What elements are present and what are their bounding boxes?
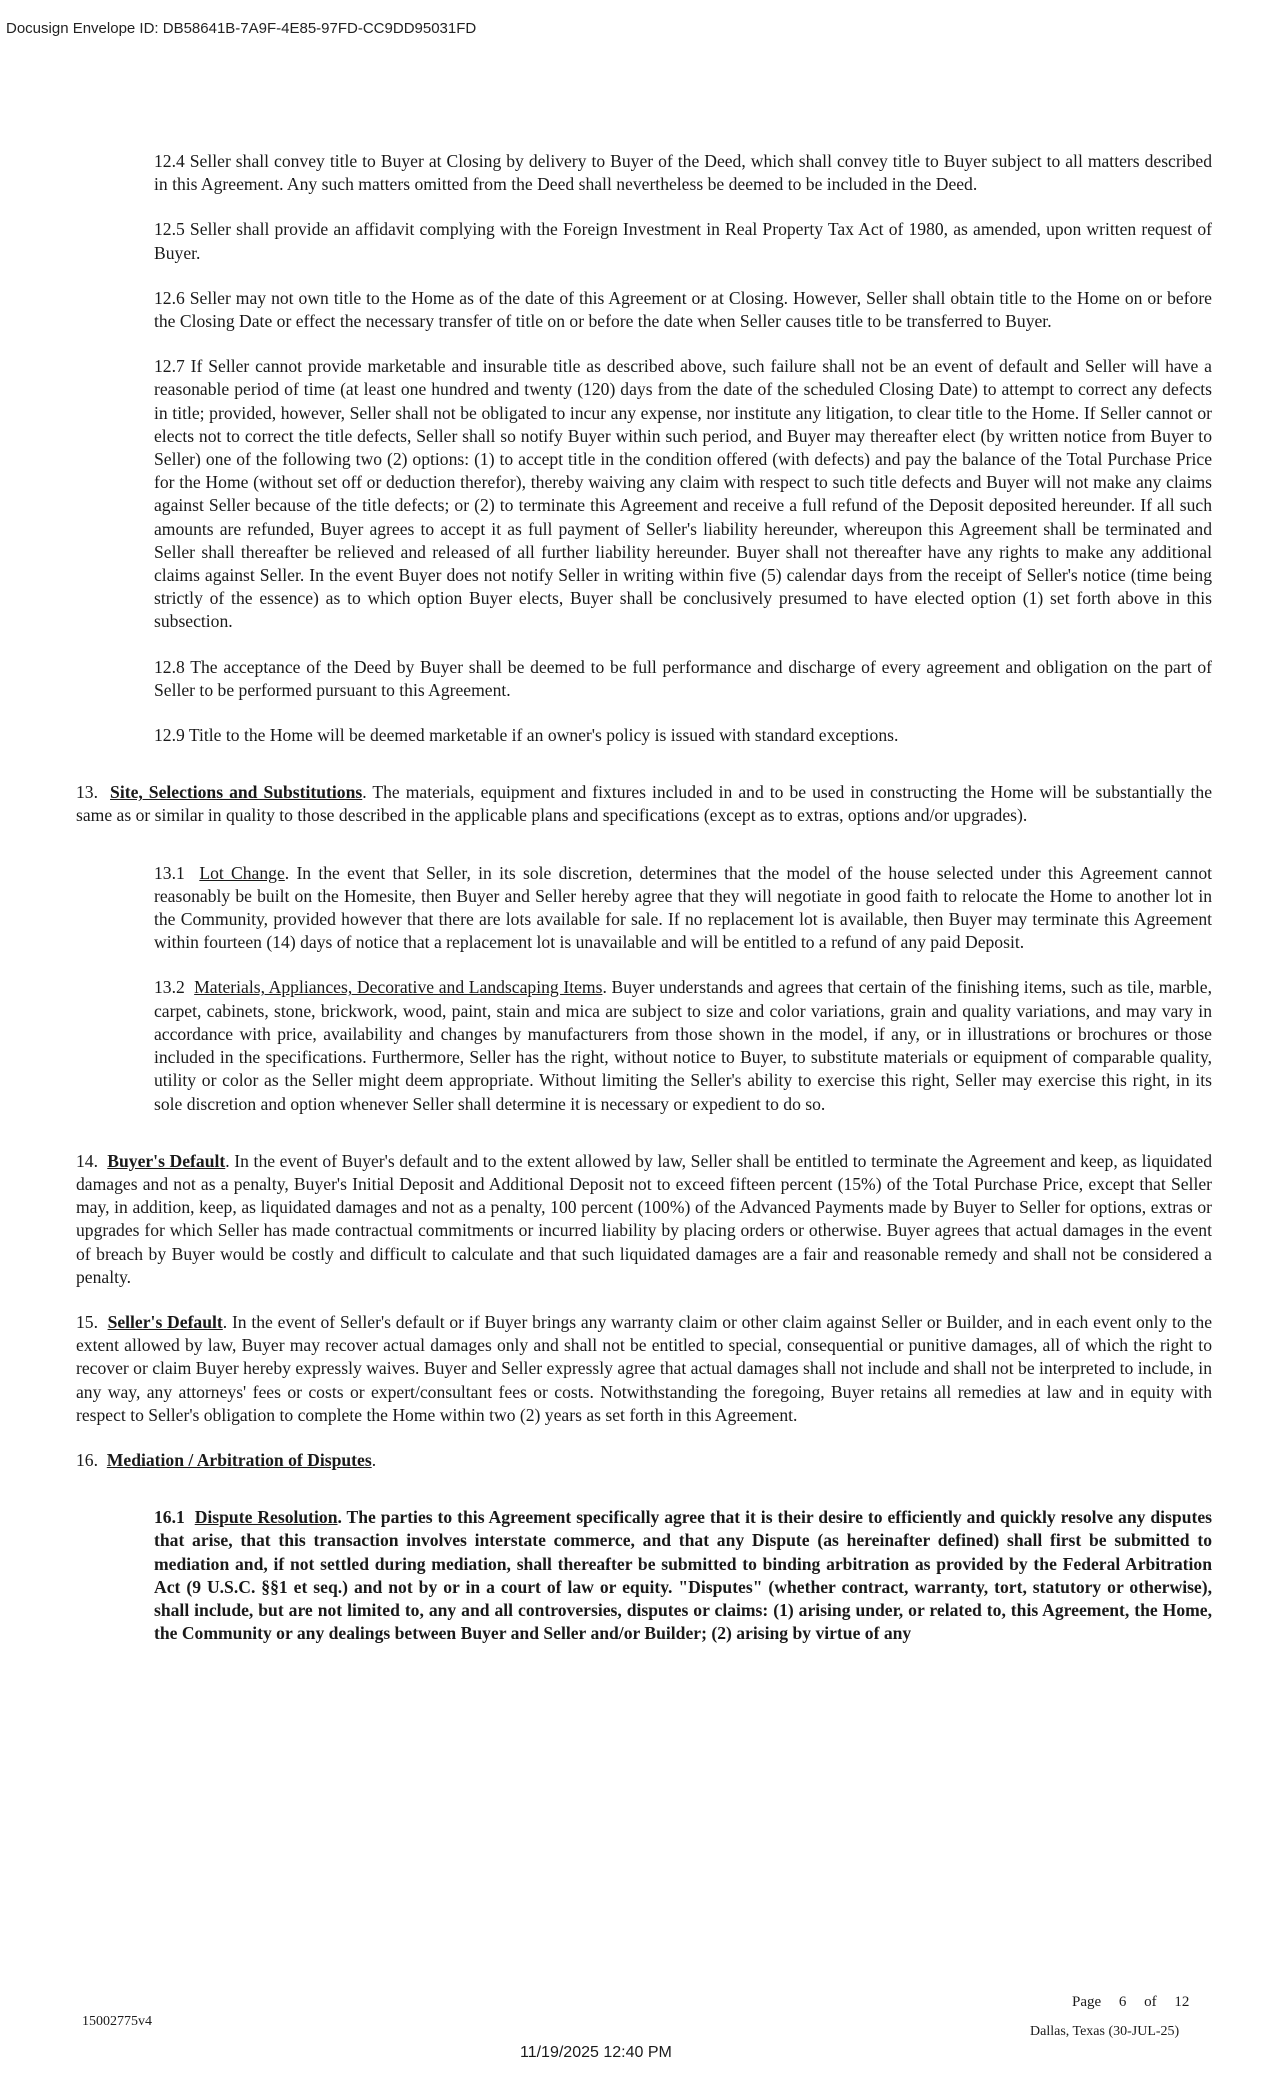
section-number: 14.	[76, 1150, 98, 1171]
section-text: . The materials, equipment and fixtures included in and to be used in constructing the Home will be substantially the same as or similar in quality to those described in the applicable plans and specifications (except as to extras, options and/or upgrades).	[76, 782, 1212, 826]
paragraph-12-4: 12.4 Seller shall convey title to Buyer at Closing by delivery to Buyer of the Deed, which shall convey title to Buyer subject to all matters described in this Agreement. Any such matters omitted from the Deed shall nevertheless be deemed to be included in the Deed.	[154, 151, 1212, 195]
subsection-text: . The parties to this Agreement specifically agree that it is their desire to efficiently and quickly resolve any disputes that arise, that this transaction involves interstate commerce, and that any Dispute (as hereinafter defined) shall first be submitted to mediation and, if not settled during mediation, shall thereafter be submitted to binding arbitration as provided by the Federal Arbitration Act (9 U.S.C. §§1 et seq.) and not by or in a court of law or equity. "Disputes" (whether contract, warranty, tort, statutory or otherwise), shall include, but are not limited to, any and all controversies, disputes or claims: (1) arising under, or related to, this Agreement, the Home, the Community or any dealings between Buyer and Seller and/or Builder; (2) arising by virtue of any	[154, 1507, 1212, 1644]
page-number: Page 6 of 12	[1072, 1994, 1190, 2010]
subsection-title: Lot Change	[199, 862, 285, 883]
section-number: 13.	[76, 782, 98, 803]
paragraph-12-8: 12.8 The acceptance of the Deed by Buyer shall be deemed to be full performance and discharge of every agreement and obligation on the part of Seller to be performed pursuant to this Agreement.	[154, 656, 1212, 700]
section-number: 16.	[76, 1449, 98, 1470]
subsection-number: 13.2	[154, 977, 185, 998]
section-title: Buyer's Default	[107, 1150, 226, 1171]
section-title: Site, Selections and Substitutions	[110, 782, 363, 803]
paragraph-13-2	[154, 976, 1212, 1115]
subsection-number: 16.1	[154, 1507, 185, 1528]
paragraph-12-7: 12.7 If Seller cannot provide marketable and insurable title as described above, such failure shall not be an event of default and Seller will have a reasonable period of time (at least one hundred and twenty (120) days from the date of the scheduled Closing Date) to attempt to correct any defects in title; provided, however, Seller shall not be obligated to incur any expense, nor institute any litigation, to clear title to the Home. If Seller cannot or elects not to correct the title defects, Seller shall so notify Buyer within such period, and Buyer may thereafter elect (by written notice from Buyer to Seller) one of the following two (2) options: (1) to accept title in the condition offered (with defects) and pay the balance of the Total Purchase Price for the Home (without set off or deduction therefor), thereby waiving any claim with respect to such title defects and Buyer will not make any claims against Seller because of the title defects; or (2) to terminate this Agreement and receive a full refund of the Deposit deposited hereunder. If all such amounts are refunded, Buyer agrees to accept it as full payment of Seller's liability hereunder, whereupon this Agreement shall be terminated and Seller shall thereafter be relieved and released of all further liability hereunder. Buyer shall not thereafter have any rights to make any additional claims against Seller. In the event Buyer does not notify Seller in writing within five (5) calendar days from the receipt of Seller's notice (time being strictly of the essence) as to which option Buyer elects, Buyer shall be conclusively presumed to have elected option (1) set forth above in this subsection.	[154, 356, 1212, 632]
paragraph-12-5: 12.5 Seller shall provide an affidavit complying with the Foreign Investment in Real Property Tax Act of 1980, as amended, upon written request of Buyer.	[154, 219, 1212, 263]
paragraph-13-1	[154, 862, 1212, 955]
subsection-title: Dispute Resolution	[194, 1507, 338, 1528]
document-body	[76, 150, 1212, 1667]
section-number: 15.	[76, 1311, 98, 1332]
section-text: . In the event of Seller's default or if Buyer brings any warranty claim or other claim against Seller or Builder, and in each event only to the extent allowed by law, Buyer may recover actual damages only and shall not be entitled to special, consequential or punitive damages, all of which the right to recover or claim Buyer hereby expressly waives. Buyer and Seller expressly agree that actual damages shall not include and shall not be interpreted to include, in any way, any attorneys' fees or costs or expert/consultant fees or costs. Notwithstanding the foregoing, Buyer retains all remedies at law and in equity with respect to Seller's obligation to complete the Home within two (2) years as set forth in this Agreement.	[76, 1311, 1213, 1425]
section-16	[76, 1449, 1212, 1472]
subsection-text: . Buyer understands and agrees that certain of the finishing items, such as tile, marble, carpet, cabinets, stone, brickwork, wood, paint, stain and mica are subject to size and color variations, grain and quality variations, and may vary in accordance with price, availability and changes by manufacturers from those shown in the model, if any, or in illustrations or brochures or those included in the specifications. Furthermore, Seller has the right, without notice to Buyer, to substitute materials or equipment of comparable quality, utility or color as the Seller might deem appropriate. Without limiting the Seller's ability to exercise this right, Seller may exercise this right, in its sole discretion and option whenever Seller shall determine it is necessary or expedient to do so.	[154, 977, 1212, 1114]
document-number: 15002775v4	[82, 2014, 152, 2029]
section-text: . In the event of Buyer's default and to the extent allowed by law, Seller shall be entitled to terminate the Agreement and keep, as liquidated damages and not as a penalty, Buyer's Initial Deposit and Additional Deposit not to exceed fifteen percent (15%) of the Total Purchase Price, except that Seller may, in addition, keep, as liquidated damages and not as a penalty, 100 percent (100%) of the Advanced Payments made by Buyer to Seller for options, extras or upgrades for which Seller has made contractual commitments or incurred liability by placing orders or otherwise. Buyer agrees that actual damages in the event of breach by Buyer would be costly and difficult to calculate and that such liquidated damages are a fair and reasonable remedy and shall not be considered a penalty.	[76, 1150, 1212, 1287]
section-title: Mediation / Arbitration of Disputes	[106, 1449, 372, 1470]
section-text: .	[371, 1449, 377, 1470]
subsection-number: 13.1	[154, 862, 185, 883]
timestamp: 11/19/2025 12:40 PM	[520, 2044, 672, 2061]
section-14	[76, 1150, 1212, 1289]
paragraph-12-9: 12.9 Title to the Home will be deemed marketable if an owner's policy is issued with standard exceptions.	[154, 725, 899, 746]
subsection-title: Materials, Appliances, Decorative and Landscaping Items	[194, 977, 603, 998]
envelope-id: Docusign Envelope ID: DB58641B-7A9F-4E85-97FD-CC9DD95031FD	[6, 20, 477, 37]
paragraph-16-1	[154, 1506, 1212, 1645]
paragraph-12-6: 12.6 Seller may not own title to the Home as of the date of this Agreement or at Closing. However, Seller shall obtain title to the Home on or before the Closing Date or effect the necessary transfer of title on or before the date when Seller causes title to be transferred to Buyer.	[154, 287, 1212, 332]
section-13	[76, 781, 1212, 827]
section-title: Seller's Default	[107, 1311, 223, 1332]
section-15	[76, 1311, 1212, 1427]
location-date: Dallas, Texas (30-JUL-25)	[1030, 2024, 1180, 2039]
subsection-text: . In the event that Seller, in its sole discretion, determines that the model of the house selected under this Agreement cannot reasonably be built on the Homesite, then Buyer and Seller hereby agree that they will negotiate in good faith to relocate the Home to another lot in the Community, provided however that there are lots available for sale. If no replacement lot is available, then Buyer may terminate this Agreement within fourteen (14) days of notice that a replacement lot is unavailable and will be entitled to a refund of any paid Deposit.	[154, 862, 1212, 953]
